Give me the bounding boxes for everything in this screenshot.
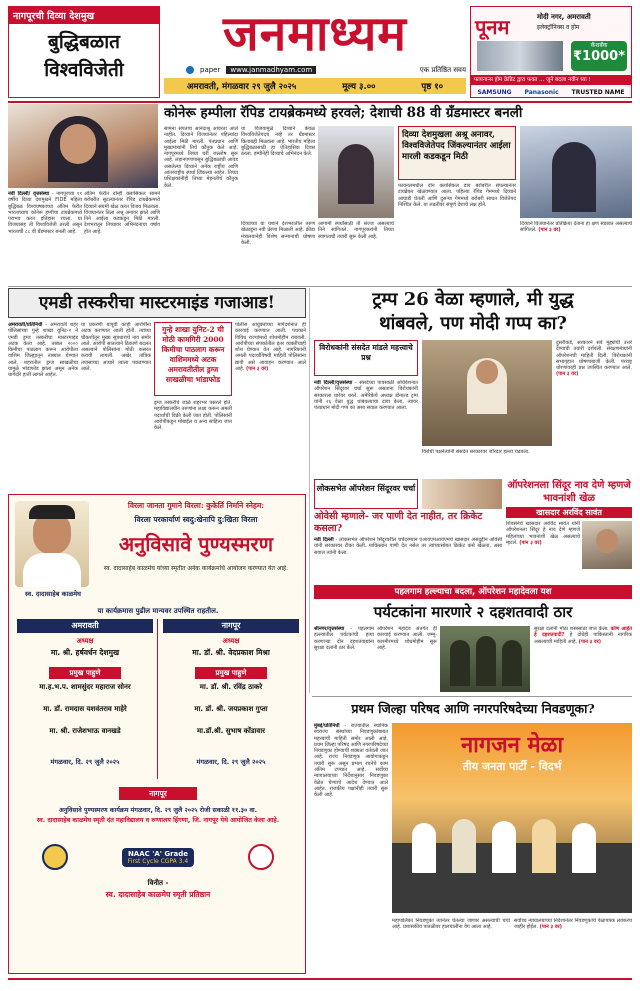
ad-brand-3: TRUSTED NAME bbox=[571, 88, 625, 96]
right-person-4: मा.डॉ.श्री. सुभाष कोंडावार bbox=[196, 727, 265, 735]
sender: स्व. दादासाहेब काळमेघ स्मृती प्रतिष्ठान bbox=[105, 890, 211, 899]
chess-dateline: नवी दिल्ली/ वृत्तसंस्था bbox=[8, 191, 50, 197]
drugs-col-3: ड्रग्ज तस्करीचे जाळे शहरभर पसरले होते. महाविद्यालयीन तरुणांना लक्ष्य करून अमली पदार्थांची विक्री केली जात होती. पोलिसांनी आरोपीकडून मोबाईल व अन्य साहित्य जप्त केले. bbox=[154, 400, 232, 432]
left-person-2: मा.ह.भ.प. शामसुंदर महाराज सोनर bbox=[39, 683, 131, 691]
right-date: मंगळवार, दि. २९ जुलै २०२५ bbox=[196, 758, 266, 766]
left-date: मंगळवार, दि. २९ जुलै २०२५ bbox=[50, 758, 120, 766]
dental-logo-icon bbox=[248, 844, 274, 870]
chess-col-3: सामना संपताच आनंदाश्रू आवरता आले नाहीत. दिव्याने विजयानंतर पहिल्यांदा आईला मिठी मारली. पंतप्रधान आणि मुख्यमंत्र्यांनी तिचे कौतुक केले आहे. नागपूरमध्ये तिच्या घरी जल्लोष सुरू आहे. लहानपणापासून बुद्धिबळाची आवड असलेल्या दिव्याने अनेक राष्ट्रीय आणि आंतरराष्ट्रीय स्पर्धा जिंकल्या आहेत. तिच्या प्रशिक्षकांनीही तिच्या मेहनतीचे कौतुक केले. bbox=[164, 126, 238, 189]
pahalgam-more[interactable]: (पान ३ वर) bbox=[578, 638, 602, 645]
chess-more[interactable]: (पान ३ वर) bbox=[538, 227, 561, 234]
sawant-byline: खासदार अरविंद सावंत bbox=[506, 507, 632, 518]
sawant-headline[interactable]: ऑपरेशनला सिंदूर नाव देणे म्हणजे भावनांशी खेळ bbox=[507, 480, 631, 504]
masthead-logo[interactable] bbox=[164, 6, 466, 68]
chess-winner-photo bbox=[520, 126, 632, 218]
election-photo bbox=[392, 723, 632, 913]
naac-badge bbox=[122, 848, 194, 867]
parliament-photo bbox=[422, 340, 552, 446]
top-left-promo[interactable] bbox=[8, 6, 160, 98]
sindoor-label: लोकसभेत ऑपरेशन सिंदूरवर चर्चा bbox=[316, 483, 416, 493]
dateline-bar bbox=[164, 78, 466, 94]
issue-pages: पृष्ठ १० bbox=[421, 81, 444, 92]
sawant-body: शिवसेनेचे खासदार अरविंद सावंत यांनी ऑपरेशनला सिंदूर हे नाव देणे म्हणजे महिलांच्या भावनांशी खेळ असल्याचे म्हटले. (पान ३ वर) bbox=[506, 521, 580, 546]
drugs-col-4: पोलीस आयुक्तांच्या मार्गदर्शनात ही कारवाई करण्यात आली. पथकाने विविध राज्यांमध्ये शोधमोहीम राबवली. आरोपीच्या संपर्कातील इतर व्यक्तींचाही शोध घेण्यात येत आहे. नागरिकांनी अमली पदार्थांविषयी माहिती पोलिसांना द्यावी असे आवाहन करण्यात आले आहे. (पान ३ वर) bbox=[235, 322, 306, 373]
promo-title-2: विश्वविजेती bbox=[44, 59, 124, 81]
chess-col-5: दिव्याच्या या यशाने देशभरातील तरुण खेळाडूंना नवी प्रेरणा मिळाली आहे. क्रीडा मंत्रालयानेही विशेष सन्मानाची घोषणा केली. bbox=[241, 221, 315, 246]
issue-date: अमरावती, मंगळवार २९ जुलै २०२५ bbox=[186, 81, 297, 92]
trump-col-1: नवी दिल्ली/वृत्तसंस्था - संसदेच्या पावसाळी अधिवेशनात ऑपरेशन सिंदूरवर चर्चा सुरू असताना विरोधकांनी सरकारला धारेवर धरले. अमेरिकेचे अध्यक्ष डोनाल्ड ट्रम्प यांनी २६ वेळा युद्ध थांबवल्याचा दावा केला, त्यावर पंतप्रधान मोदी गप्प का असा सवाल करण्यात आला. bbox=[314, 380, 418, 412]
chess-match-photo bbox=[318, 126, 394, 218]
left-person-4: मा. श्री. राजेशभाऊ वानखडे bbox=[49, 727, 121, 735]
promo-kicker: नागपूरची दिव्या देशमुख bbox=[9, 7, 159, 24]
chess-col-4: या विजयामुळे दिव्याने केवळ विश्वविजेतेपदच नव्हे तर ग्रँडमास्टर किताबही मिळवला आहे. भारतीय महिला बुद्धिबळासाठी हा ऐतिहासिक दिवस ठरला. हम्पीनेही दिव्याचे अभिनंदन केले. bbox=[241, 126, 315, 158]
trump-more[interactable]: (पान ३ वर) bbox=[556, 371, 579, 378]
promo-title-1: बुद्धिबळात bbox=[48, 31, 120, 53]
ad-brand-row bbox=[471, 86, 631, 98]
ad-offer-badge bbox=[571, 41, 627, 71]
memorial-intro: स्व. दादासाहेब काळमेघ यांच्या स्मृतीत अनेक कार्यक्रमांचे आयोजन करण्यात येत आहे. bbox=[103, 565, 289, 572]
ad-offer: ₹1000* bbox=[572, 49, 626, 64]
chess-col-7: फायनलमधील दोन क्लासिकल डाव बरोबरीत संपल्यानंतर टायब्रेकर खेळवण्यात आला. पहिल्या रॅपिड गेममध्ये दिव्याने आघाडी घेतली आणि दुसऱ्या गेममध्ये बरोबरी साधत विजेतेपद निश्चित केले. या लढतीवर संपूर्ण देशाचे लक्ष होते. bbox=[398, 183, 516, 208]
trump-side-text: विरोधकांनी संसदेत मांडले महत्त्वाचे प्रश्न bbox=[319, 343, 413, 362]
memorial-line-1: विरला जानता गुमाने विरला: कुकेर्ति निर्माने स्नेहम: bbox=[127, 501, 265, 510]
trump-side-label bbox=[314, 340, 418, 376]
memorial-footer: अनुविसावे पुण्यस्मरण कार्यक्रम मंगळवार, दि. २९ जुलै २०२५ रोजी सकाळी ११.३० वा. bbox=[58, 807, 258, 814]
trump-col-3: विरोधी पक्षनेत्यांनी संसदेत सरकारवर जोरदार हल्ला चढवला. bbox=[422, 449, 530, 455]
election-col-1: मुंबई/प्रतिनिधी - राज्यातील स्थानिक स्वराज्य संस्थांच्या निवडणुकांबाबत महत्त्वाची माहिती समोर आली आहे. प्रथम जिल्हा परिषद आणि नगरपरिषदेच्या निवडणुका होण्याची शक्यता वर्तवली जात आहे. राज्य निवडणूक आयोगाकडून तयारी सुरू असून प्रभाग रचनेचे काम अंतिम टप्प्यात आहे. सर्वोच्च न्यायालयाच्या निर्देशानुसार निवडणुका वेळेत घेण्याचे आदेश देण्यात आले आहेत. राजकीय पक्षांनीही तयारी सुरू केली आहे. bbox=[314, 723, 388, 799]
memorial-person: स्व. दादासाहेब काळमेघ bbox=[25, 590, 81, 598]
naac-sub: First Cycle CGPA 3.4 bbox=[127, 857, 189, 865]
masthead-name: जनमाध्यम bbox=[223, 6, 407, 62]
right-person-2: मा. डॉ. श्री. रविंद्र ठाकरे bbox=[199, 683, 263, 691]
right-president-label: अध्यक्ष bbox=[222, 637, 240, 645]
drugs-col-2: या प्रकरणी यापूर्वी काही आरोपींना अटक करण्यात आली होती. त्यांच्या चौकशीतून मुख्य सूत्रधाराचे नाव समोर आले. आरोपी सातत्याने ठिकाणे बदलत असल्याने पोलिसांना मोठी कसरत करावी लागली. अखेर तांत्रिक तपासाच्या आधारे त्याला पकडण्यात आले. bbox=[81, 322, 151, 373]
memorial-ad[interactable] bbox=[8, 494, 306, 974]
venue-label: नागपूर bbox=[119, 787, 197, 800]
ad-offer-label: कॅशबॅक bbox=[590, 42, 608, 49]
pahalgam-strip: पहलगाम हल्ल्याचा बदला, ऑपरेशन महादेवला यश bbox=[314, 585, 632, 599]
ad-brand: पूनम bbox=[475, 15, 510, 39]
trump-dateline: नवी दिल्ली/वृत्तसंस्था bbox=[314, 380, 353, 386]
left-person-3: मा. डॉ. रामदास यशवंतराव माहेरे bbox=[43, 705, 127, 713]
college-logo-icon bbox=[42, 844, 68, 870]
tagline: एक प्रतिष्ठित सवय bbox=[419, 65, 466, 74]
drugs-box bbox=[154, 322, 232, 396]
memorial-footer-2: स्व. दादासाहेब काळमेघ स्मृती दंत महाविद्यालय व रुग्णालय हिंगणा, जि. नागपूर येथे आयोजित केला आहे. bbox=[36, 817, 280, 824]
left-person-1: मा. श्री. हर्षवर्धन देशमुख bbox=[50, 648, 120, 657]
owaisi-graphic bbox=[422, 479, 502, 509]
chess-subhead: दिव्या देशमुखला अश्रू अनावर, विश्वविजेतेपद जिंकल्यानंतर आईला मारली कडकडून मिठी bbox=[402, 130, 511, 162]
sender-label: विनीत - bbox=[147, 879, 169, 887]
right-city: नागपूर bbox=[163, 619, 299, 633]
left-chief-label: प्रमुख पाहुणे bbox=[49, 667, 121, 679]
sindoor-subhead[interactable]: ओवेसी म्हणाले- जर पाणी देत नाहीत, तर क्रिकेट कसला? bbox=[314, 511, 483, 534]
chess-subhead-box bbox=[398, 126, 516, 180]
right-person-1: मा. डॉ. श्री. वेदप्रकाश मिश्रा bbox=[192, 648, 270, 657]
appliance-graphic bbox=[477, 41, 563, 71]
logo-row bbox=[15, 841, 301, 873]
issue-price: मूल्य ३.०० bbox=[342, 81, 376, 92]
election-banner-2: तीय जनता पार्टी - विदर्भ bbox=[462, 760, 562, 773]
pahalgam-headline[interactable]: पर्यटकांना मारणारे २ दहशतवादी ठार bbox=[373, 603, 573, 621]
memorial-portrait bbox=[15, 501, 89, 587]
ad-brand-2: Panasonic bbox=[524, 88, 559, 96]
epaper-row bbox=[186, 64, 466, 76]
ad-strip: फायनान्स होम क्रेडिट द्वारा फक्त ... जुने बदला नवीन घ्या ! bbox=[471, 75, 631, 85]
drugs-col-1: अमरावती/प्रतिनिधी - अमरावती शहर पोलिसांच्या गुन्हे शाखा युनिट-२ ने एमडी ड्रग्ज तस्करीचा मास्टरमाइंड अटक केला आहे. तब्बल २००० किमीचा पाठलाग करून आरोपीला वाशिम जिल्ह्यातून ताब्यात घेण्यात आले. शहरातील ड्रग्ज साखळीचा यामुळे भांडाफोड झाला असून अनेक धागेदोरे हाती लागले आहेत. bbox=[8, 322, 78, 379]
epaper-label: paper bbox=[200, 66, 221, 74]
pahalgam-dateline: श्रीनगर/वृत्तसंस्था bbox=[314, 626, 345, 632]
drugs-headline[interactable]: एमडी तस्करीचा मास्टरमाइंड गजाआड! bbox=[39, 293, 275, 313]
pahalgam-col-3: सुरक्षा दलांनी मोठा शस्त्रसाठा जप्त केला. कोण आहेत हे दहशतवादी? हे दोघेही पाकिस्तानी नागरिक असल्याची माहिती आहे. (पान ३ वर) bbox=[534, 626, 632, 645]
chess-col-1: नवी दिल्ली/ वृत्तसंस्था - नागपूरच्या १९ वर्षीय दिव्या देशमुखने FIDE महिला बुद्धिबळ विश्वचषकाच्या अंतिम फेरीत भारताच्याच कोनेरू हम्पीचा टायब्रेकमध्ये पराभव करत इतिहास रचला. या विजयासह ती विश्वविजेती ठरली असून भारताची ८८ वी ग्रँडमास्टर बनली आहे. bbox=[8, 191, 82, 235]
election-dateline: मुंबई/प्रतिनिधी bbox=[314, 723, 340, 729]
pahalgam-col-2: ऑपरेशन महादेव अंतर्गत ही कारवाई करण्यात आली. जम्मू-काश्मीरमध्ये शोधमोहीम सुरू आहे. bbox=[377, 626, 437, 651]
right-person-3: मा. डॉ. श्री. जयप्रकाश गुप्ता bbox=[194, 705, 268, 713]
left-city: अमरावती bbox=[17, 619, 153, 633]
pahalgam-col-1: श्रीनगर/वृत्तसंस्था - पहलगाम हल्ल्यातील पर्यटकांची हत्या करणाऱ्या दोन दहशतवाद्यांना सुरक्षा दलांनी ठार केले. bbox=[314, 626, 374, 651]
chess-col-2: अंतिम फेरीत दोन्ही क्लासिकल सामने बरोबरीत सुटल्यानंतर रॅपिड टायब्रेकमध्ये दिव्याने संयमी खेळ करत विजय मिळवला. विजयानंतर तिला अश्रू अनावर झाले आणि तिने आईला कडकडून मिठी मारली. देशभरातून तिच्यावर अभिनंदनाचा वर्षाव होत आहे. bbox=[84, 191, 160, 235]
sindoor-body: नवी दिल्ली - लोकसभेत ऑपरेशन सिंदूरवरील चर्चेदरम्यान एआयएमआयएमचे खासदार असदुद्दीन ओवेसी यांनी सरकारवर टीका केली. पाकिस्तान पाणी देत नसेल तर त्यांच्यासोबत क्रिकेट कसे खेळता, असा सवाल त्यांनी केला. bbox=[314, 537, 502, 556]
memorial-title: अनुविसावे पुण्यस्मरण bbox=[118, 532, 274, 556]
poonam-ad[interactable] bbox=[470, 6, 632, 98]
drugs-dateline: अमरावती/प्रतिनिधी bbox=[8, 322, 43, 328]
election-col-3: सर्वोच्च न्यायालयाच्या निर्देशानंतर निवडणुकांचे वेळापत्रक लवकरच जाहीर होईल. (पान ३ वर) bbox=[514, 918, 632, 931]
website-link[interactable]: www.janmadhyam.com bbox=[226, 66, 316, 74]
ad-brand-1: SAMSUNG bbox=[477, 88, 512, 96]
terrorists-photo bbox=[440, 626, 530, 692]
ad-shop: मोदी नगर, अमरावती bbox=[537, 13, 591, 21]
chess-col-8: दिव्याने विजयानंतर प्रतिक्रिया देताना हा क्षण स्वप्नवत असल्याचे सांगितले. (पान ३ वर) bbox=[520, 221, 632, 234]
chess-headline[interactable]: कोनेरू हम्पीला रॅपिड टायब्रेकमध्ये हरवले; देशाची 88 वी ग्रँडमास्टर बनली bbox=[164, 105, 523, 121]
trump-col-2: दुसरीकडे, सरकारने सर्व मुद्द्यांची उत्तरे देण्याची तयारी दर्शवली. संरक्षणमंत्र्यांनी ऑपरेशनची माहिती दिली. विरोधकांनी सभागृहात घोषणाबाजी केली. परराष्ट्र धोरणावरही प्रश्न उपस्थित करण्यात आले. (पान ३ वर) bbox=[556, 340, 632, 378]
divya-photo bbox=[8, 104, 158, 188]
sindoor-label-box bbox=[314, 479, 418, 509]
drugs-more[interactable]: (पान ३ वर) bbox=[245, 366, 269, 373]
election-more[interactable]: (पान ३ वर) bbox=[539, 924, 562, 931]
right-chief-label: प्रमुख पाहुणे bbox=[195, 667, 267, 679]
ad-sub: इलेक्ट्रॉनिक्स व होम bbox=[537, 24, 580, 31]
drugs-box-text: गुन्हे शाखा युनिट-2 ची मोठी कामगिरी 2000 किमीचा पाठलाग करून वाशिममध्ये अटक अमरावतीतील ड्रग्ज साखळीचा भांडाफोड bbox=[161, 325, 225, 384]
sawant-photo bbox=[582, 521, 632, 569]
trump-headline-2[interactable]: थांबवले, पण मोदी गप्प का? bbox=[379, 313, 567, 334]
sindoor-dateline: नवी दिल्ली bbox=[314, 537, 334, 543]
memorial-program: या कार्यक्रमास पुढील मान्यवर उपस्थित राहतील. bbox=[97, 607, 219, 615]
chess-col-6: आगामी स्पर्धांसाठी ती सज्ज असल्याचे तिने सांगितले. नागपूरकरांनी तिच्या स्वागताची तयारी सुरू केली आहे. bbox=[318, 221, 394, 240]
pahalgam-sub: कोण आहेत हे दहशतवादी? bbox=[534, 626, 632, 639]
election-col-2: महापालिका निवडणुका त्यानंतर घेतल्या जाणार असल्याची चर्चा आहे. प्रशासकीय पातळीवर हालचालींना वेग आला आहे. bbox=[392, 918, 510, 931]
sawant-more[interactable]: (पान ३ वर) bbox=[519, 539, 542, 546]
epaper-icon bbox=[186, 66, 194, 74]
naac-text: NAAC 'A' Grade bbox=[127, 849, 189, 858]
election-headline[interactable]: प्रथम जिल्हा परिषद आणि नगरपरिषदेच्या निवडणूका? bbox=[351, 701, 595, 716]
drugs-headline-bar bbox=[8, 288, 306, 318]
election-banner: नागजन मेळा bbox=[460, 732, 564, 758]
left-president-label: अध्यक्ष bbox=[76, 637, 94, 645]
trump-headline-1[interactable]: ट्रम्प 26 वेळा म्हणाले, मी युद्ध bbox=[372, 289, 574, 310]
memorial-line-2: विरला परकार्याणं स्वदु:खेनापि दु:खिता विरला bbox=[134, 515, 258, 524]
